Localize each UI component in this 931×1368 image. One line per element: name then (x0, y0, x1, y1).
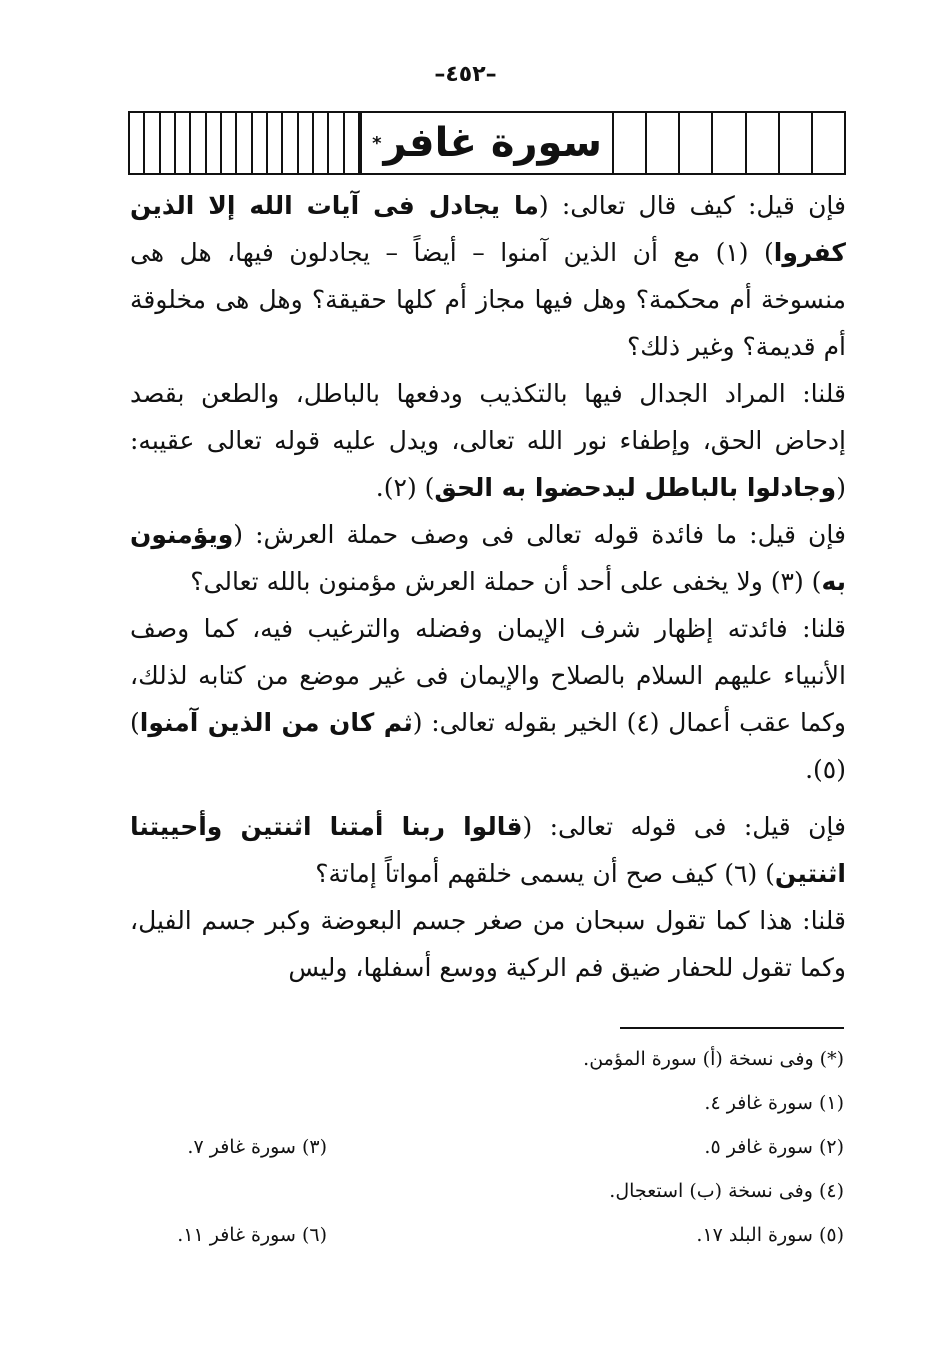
text-run: ) (٥). (130, 708, 846, 784)
quran-quote: ما يجادل فى آيات الله إلا الذين كفروا (130, 191, 846, 267)
paragraph (130, 897, 846, 991)
title-footnote-mark: * (372, 132, 382, 154)
banner-stripes-left (130, 113, 360, 173)
footnote: (٤) وفى نسخة (ب) استعجال. (609, 1180, 844, 1202)
banner-stripes-right (614, 113, 844, 173)
footnote: (٦) سورة غافر ١١. (177, 1224, 327, 1246)
text-run: قلنا: المراد الجدال فيها بالتكذيب ودفعها بالباطل، والطعن بقصد إدحاض الحق، وإطفاء نور الله تعالى، ويدل عليه قوله تعالى عقيبه: ( (130, 379, 846, 502)
chapter-title-banner (128, 111, 846, 175)
quran-quote: وجادلوا بالباطل ليدحضوا به الحق (434, 473, 837, 502)
paragraph (130, 511, 846, 605)
footnote: (١) سورة غافر ٤. (704, 1092, 844, 1114)
quran-quote: ثم كان من الذين آمنوا (139, 708, 413, 737)
text-run: قلنا: هذا كما تقول سبحان من صغر جسم البعوضة وكبر جسم الفيل، وكما تقول للحفار ضيق فم الركية ووسع أسفلها، وليس (130, 906, 846, 982)
paragraph (130, 605, 846, 793)
chapter-title: سورة غافر (383, 120, 602, 166)
text-run: فإن قيل: فى قوله تعالى: ( (522, 812, 847, 841)
paragraph (130, 803, 846, 897)
quran-quote: ويؤمنون به (130, 520, 846, 596)
paragraph (130, 182, 846, 370)
text-run: فإن قيل: كيف قال تعالى: ( (538, 191, 846, 220)
body-text (130, 182, 846, 991)
text-run: ) (٢). (375, 473, 435, 502)
footnote: (٢) سورة غافر ٥. (704, 1136, 844, 1158)
paragraph (130, 370, 846, 511)
footnote: (*) وفى نسخة (أ) سورة المؤمن. (583, 1048, 844, 1070)
page-number: –٤٥٢– (434, 62, 497, 87)
footnote: (٣) سورة غافر ٧. (187, 1136, 327, 1158)
text-run: فإن قيل: ما فائدة قوله تعالى فى وصف حملة العرش: ( (233, 520, 846, 549)
quran-quote: قالوا ربنا أمتنا اثنتين وأحييتنا اثنتين (130, 812, 846, 888)
text-run: ) (١) مع أن الذين آمنوا – أيضاً – يجادلون فيها، هل هى منسوخة أم محكمة؟ وهل فيها مجاز أم كلها حقيقة؟ وهل هى مخلوقة أم قديمة؟ وغير ذلك؟ (130, 238, 846, 361)
text-run: ) (٦) كيف صح أن يسمى خلقهم أمواتاً إماتة؟ (315, 859, 775, 888)
footnote-separator (620, 1027, 844, 1029)
footnote: (٥) سورة البلد ١٧. (696, 1224, 844, 1246)
text-run: ) (٣) ولا يخفى على أحد أن حملة العرش مؤمنون بالله تعالى؟ (190, 567, 822, 596)
text-run: قلنا: فائدته إظهار شرف الإيمان وفضله والترغيب فيه، كما وصف الأنبياء عليهم السلام بالصلاح والإيمان فى غير موضع من كتابه لذلك، وكما عقب أعمال (٤) الخير بقوله تعالى: ( (130, 614, 846, 737)
chapter-title-box (360, 113, 614, 173)
